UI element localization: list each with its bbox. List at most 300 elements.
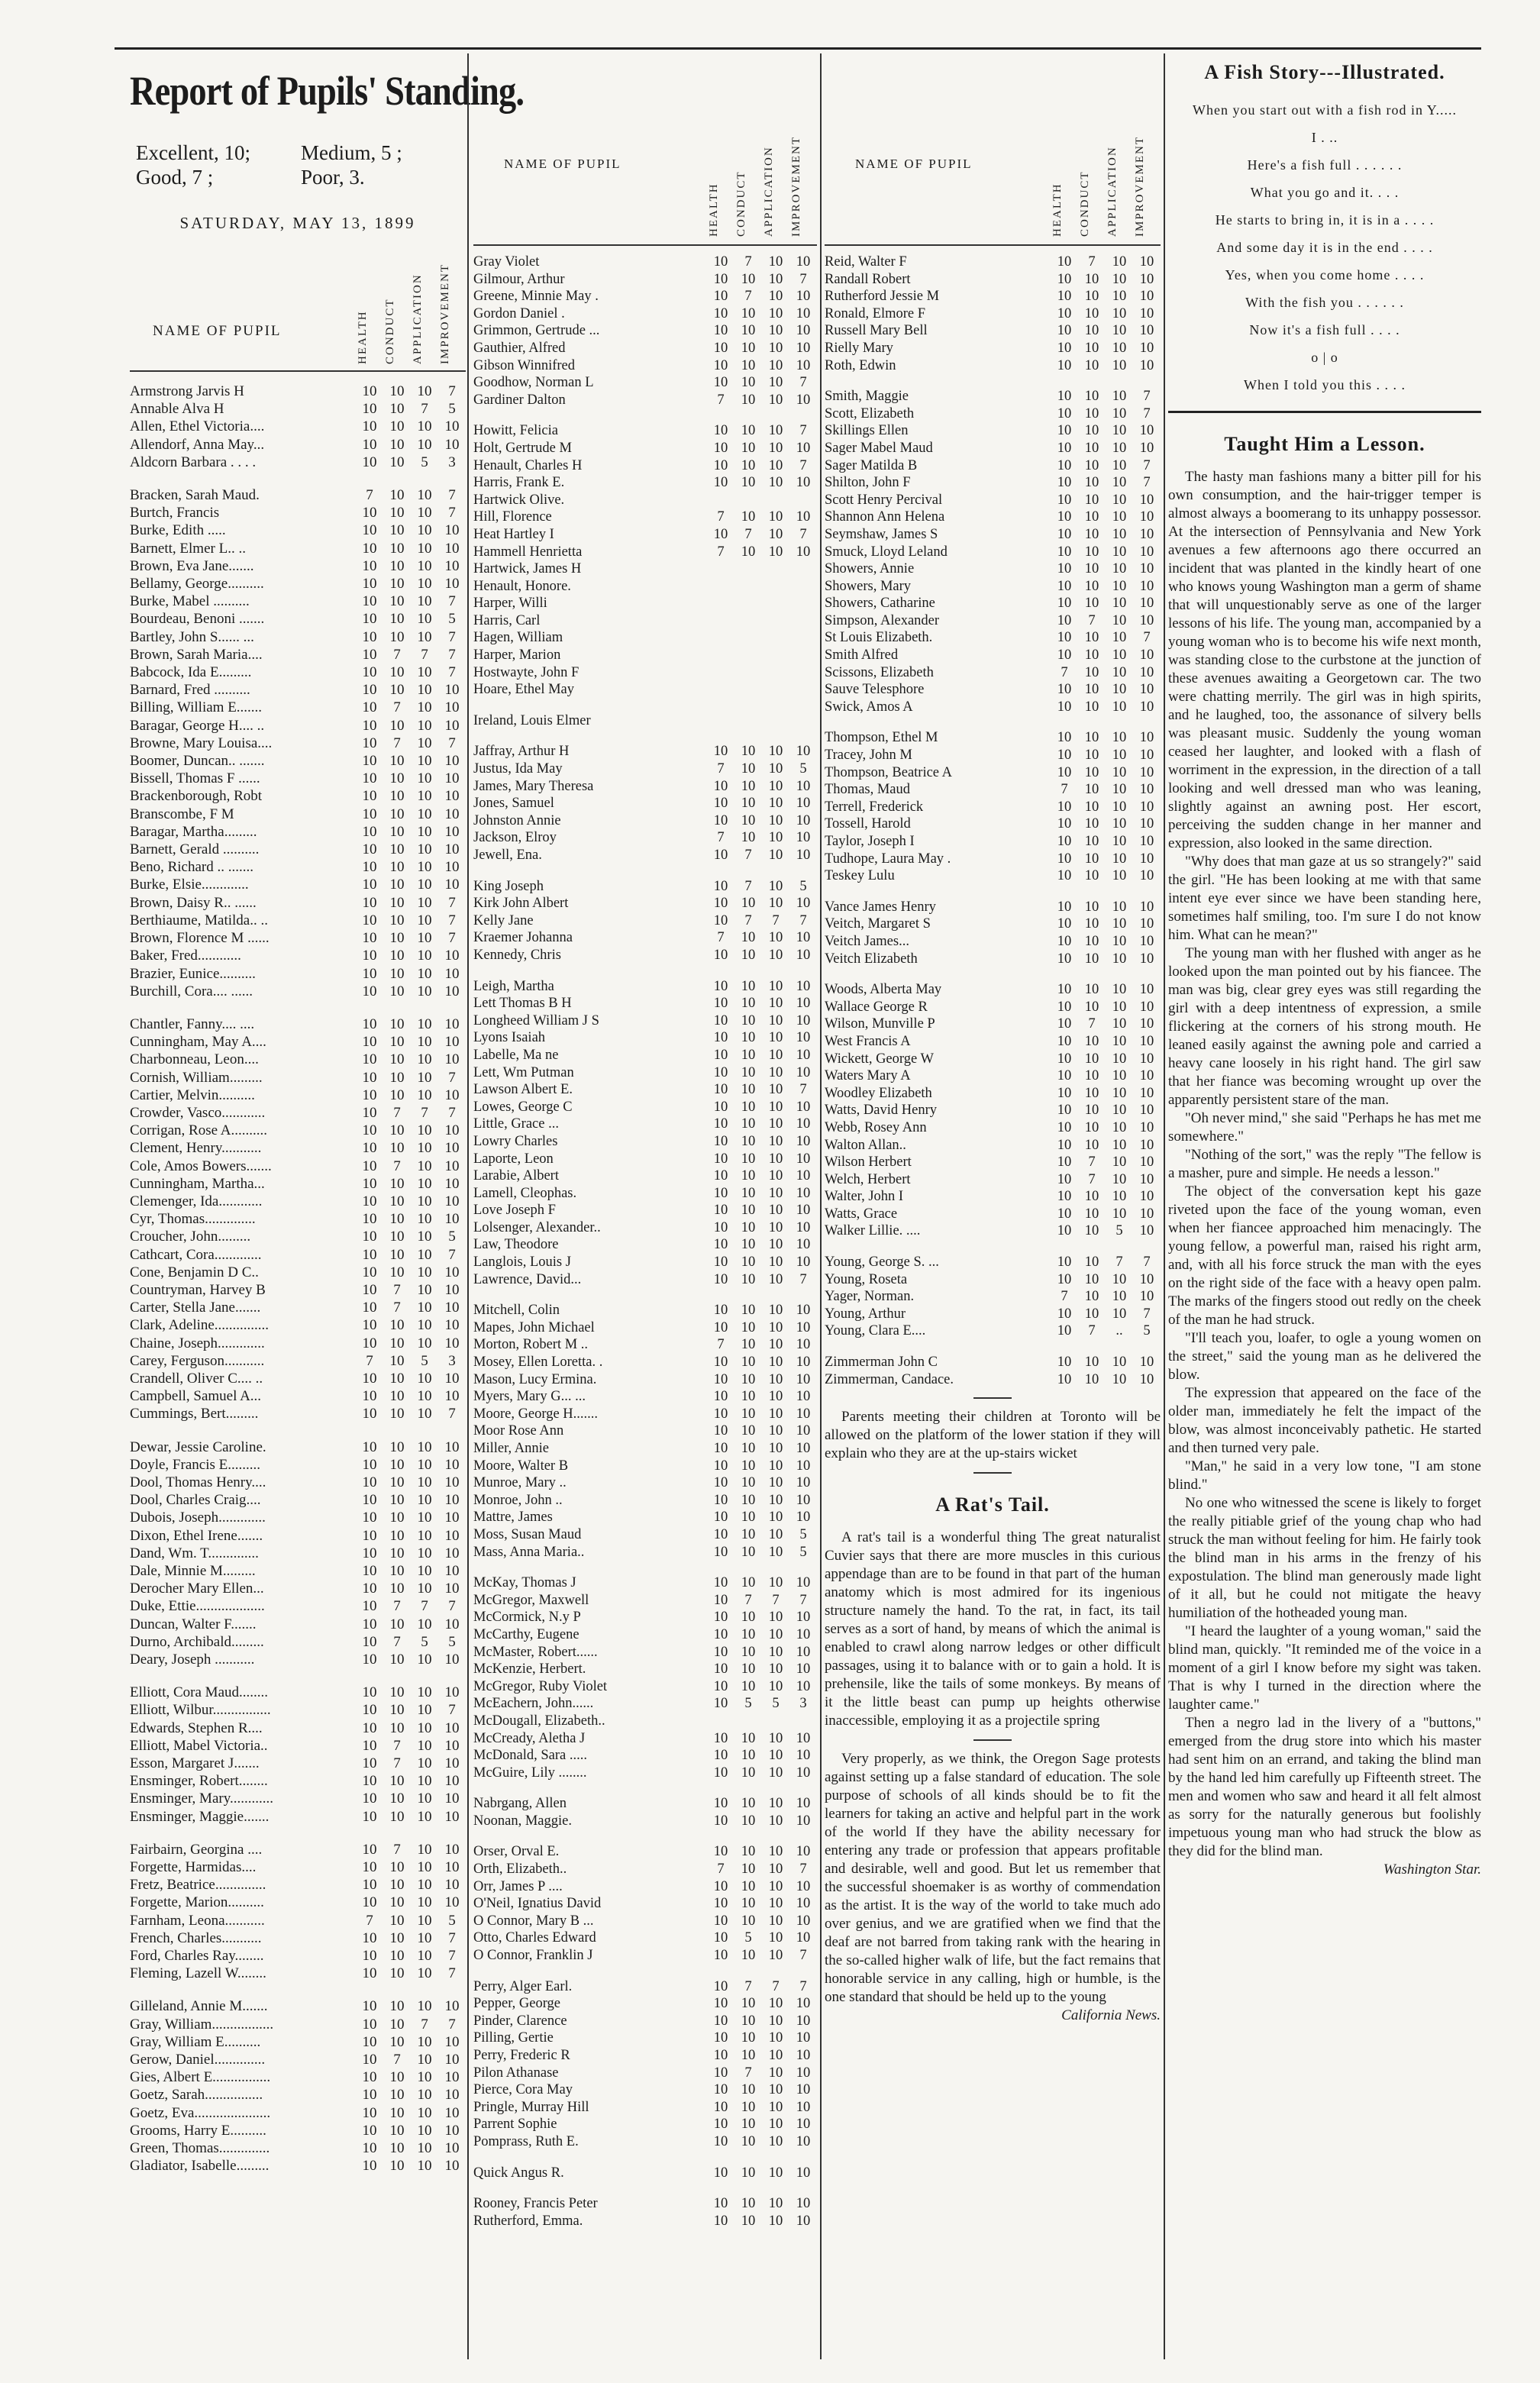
health-score: 10 <box>713 1661 728 1677</box>
grading-key <box>130 118 466 189</box>
health-score: 10 <box>362 436 377 453</box>
conduct-score: 10 <box>1084 699 1099 715</box>
conduct-score: 10 <box>389 1773 405 1790</box>
pupil-name: McEachern, John...... <box>473 1696 594 1712</box>
conduct-score: 10 <box>741 744 756 760</box>
health-score: 10 <box>362 1104 377 1121</box>
header-application: APPLICATION <box>412 273 424 364</box>
improvement-score: 10 <box>444 1998 460 2015</box>
health-score: 10 <box>713 457 728 473</box>
improvement-score <box>789 595 817 612</box>
application-score: 10 <box>1112 951 1127 967</box>
conduct-score: 10 <box>741 1371 756 1387</box>
health-score: 10 <box>362 912 377 928</box>
pupil-name: Mosey, Ellen Loretta. . <box>473 1355 603 1371</box>
application-score: 10 <box>1112 1306 1127 1322</box>
conduct-score: 10 <box>741 1896 756 1912</box>
pupil-name: Pepper, George <box>473 1996 560 2012</box>
application-score: 10 <box>417 1474 432 1490</box>
health-score: 10 <box>1057 405 1072 421</box>
group-gap <box>473 1781 817 1795</box>
pupil-name: Berthiaume, Matilda.. .. <box>130 912 268 928</box>
taught-lesson-paragraph: "Man," he said in a very low tone, "I am stone blind." <box>1168 1458 1481 1493</box>
improvement-score: 10 <box>444 2033 460 2050</box>
conduct-score: 10 <box>389 823 405 840</box>
conduct-score: 10 <box>389 753 405 770</box>
health-score: 10 <box>1057 254 1072 270</box>
conduct-score: 10 <box>741 1355 756 1371</box>
health-score: 10 <box>713 1082 728 1098</box>
health-score: 10 <box>713 2133 728 2149</box>
pupil-name: Pomprass, Ruth E. <box>473 2133 579 2149</box>
improvement-score: 7 <box>448 912 456 928</box>
health-score: 10 <box>362 806 377 822</box>
conduct-score: 10 <box>389 1894 405 1911</box>
conduct-score <box>734 560 762 578</box>
pupil-name: McDonald, Sara ..... <box>473 1748 587 1764</box>
application-score: 10 <box>417 1563 432 1579</box>
table-row <box>130 2016 466 2033</box>
conduct-score: 10 <box>389 2104 405 2121</box>
health-score: 10 <box>1057 933 1072 949</box>
conduct-score: 7 <box>393 1104 401 1121</box>
table-row <box>130 717 466 735</box>
pupil-name: Armstrong Jarvis H <box>130 383 244 399</box>
health-score: 10 <box>1057 816 1072 832</box>
application-score: 10 <box>1112 1033 1127 1049</box>
pupil-name: Gladiator, Isabelle......... <box>130 2158 270 2175</box>
health-score: 10 <box>362 1264 377 1280</box>
pupil-name: Scissons, Elizabeth <box>825 664 934 680</box>
conduct-score: 10 <box>1084 951 1099 967</box>
parents-notice: Parents meeting their children at Toronto will be allowed on the platform of the lower station if they will explain who they are at the up-stairs wicket <box>825 1409 1161 1462</box>
table-row <box>130 1965 466 1982</box>
improvement-score: 10 <box>796 896 811 912</box>
pupil-name: Hoare, Ethel May <box>473 682 575 698</box>
pupil-name: Sauve Telesphore <box>825 682 925 698</box>
rats-tail-paragraph: A rat's tail is a wonderful thing The great naturalist Cuvier says that there are more muscles in this curious appendage than are to be found in that part of the human anatomy which is most admired for its ingenious structure namely the hand. To the rat, in fact, its tail serves as a sort of hand, by means of which the animal is enabled to crawl along narrow ledges or other difficult passages, using it to balance with or to gain a hold. It is prehensile, like the tails of some monkeys. By means of it the little beast can pump up heights otherwise inaccessible, employing it as a projectile spring <box>825 1529 1161 1729</box>
application-score: 10 <box>768 1458 783 1474</box>
application-score: 10 <box>768 1219 783 1235</box>
table-row <box>130 787 466 805</box>
improvement-score: 5 <box>799 1544 807 1560</box>
health-score: 10 <box>713 1930 728 1946</box>
health-score: 10 <box>362 841 377 858</box>
improvement-score: 5 <box>448 401 456 418</box>
table-row <box>130 1545 466 1562</box>
health-score: 10 <box>713 1913 728 1929</box>
health-score: 10 <box>362 1598 377 1615</box>
health-score: 10 <box>362 2087 377 2104</box>
table-row <box>130 540 466 557</box>
table-row <box>825 629 1161 647</box>
table-row <box>473 1878 817 1896</box>
improvement-score: 10 <box>1139 1033 1154 1049</box>
pupil-name: Browne, Mary Louisa.... <box>130 735 273 751</box>
table-row <box>130 1474 466 1491</box>
header-application: APPLICATION <box>1106 146 1119 237</box>
application-score: 10 <box>768 526 783 542</box>
improvement-score: 10 <box>444 2087 460 2104</box>
table-row <box>130 1405 466 1422</box>
health-score: 10 <box>362 1175 377 1192</box>
table-row <box>473 1795 817 1813</box>
health-score: 10 <box>713 1948 728 1964</box>
header-name: NAME OF PUPIL <box>855 157 973 171</box>
conduct-score <box>734 1713 762 1730</box>
divider <box>973 1397 1012 1399</box>
conduct-score: 10 <box>389 1808 405 1825</box>
improvement-score: 10 <box>444 576 460 593</box>
conduct-score: 7 <box>1088 612 1096 628</box>
application-score: 10 <box>417 948 432 964</box>
application-score: 10 <box>1112 289 1127 305</box>
improvement-score: 10 <box>444 753 460 770</box>
improvement-score: 10 <box>1139 868 1154 884</box>
pupil-name: Ronald, Elmore F <box>825 305 926 321</box>
table-row <box>473 305 817 323</box>
health-score: 7 <box>717 544 725 560</box>
health-score: 10 <box>713 1099 728 1115</box>
pupil-name: Zimmerman John C <box>825 1355 938 1371</box>
improvement-score: 10 <box>444 859 460 876</box>
application-score: 10 <box>417 1229 432 1245</box>
conduct-score: 7 <box>744 848 752 863</box>
table-row <box>825 867 1161 885</box>
conduct-score: 7 <box>393 699 401 716</box>
table-row <box>130 1790 466 1807</box>
improvement-score: 10 <box>444 557 460 574</box>
improvement-score: 7 <box>799 1978 807 1994</box>
improvement-score: 10 <box>796 778 811 794</box>
health-score: 10 <box>362 1051 377 1068</box>
pupil-name: Harper, Marion <box>473 647 561 664</box>
health-score: 10 <box>713 1303 728 1319</box>
pupil-name: Brown, Daisy R.. ...... <box>130 894 257 911</box>
table-row <box>130 1841 466 1858</box>
pupil-name: Lawrence, David... <box>473 1271 582 1287</box>
table-row <box>130 418 466 435</box>
application-score: 10 <box>1112 1171 1127 1187</box>
health-score: 10 <box>713 1978 728 1994</box>
table-row <box>473 1544 817 1561</box>
fish-story-line: I . .. <box>1311 130 1338 145</box>
header-health: HEALTH <box>357 310 369 364</box>
pupil-name: Reid, Walter F <box>825 254 907 270</box>
pupil-name: Law, Theodore <box>473 1237 559 1253</box>
conduct-score: 10 <box>1084 1306 1099 1322</box>
table-row <box>825 1016 1161 1033</box>
pupil-name: Lyons Isaiah <box>473 1030 546 1046</box>
application-score: 10 <box>768 1510 783 1526</box>
table-row <box>473 847 817 864</box>
table-row <box>825 747 1161 764</box>
application-score: 10 <box>417 611 432 628</box>
pupil-name: McDougall, Elizabeth.. <box>473 1713 605 1729</box>
health-score: 10 <box>362 2158 377 2175</box>
application-score: 10 <box>768 2065 783 2081</box>
application-score: 10 <box>768 830 783 846</box>
conduct-score: 10 <box>741 812 756 828</box>
improvement-score: 10 <box>444 1545 460 1561</box>
improvement-score: 10 <box>444 682 460 699</box>
table-row <box>130 1193 466 1210</box>
conduct-score: 10 <box>389 1859 405 1876</box>
pupil-name: James, Mary Theresa <box>473 778 594 794</box>
health-score: 10 <box>713 271 728 287</box>
application-score: 10 <box>768 996 783 1012</box>
improvement-score: 10 <box>1139 851 1154 867</box>
application-score: 10 <box>768 1948 783 1964</box>
improvement-score: 10 <box>796 812 811 828</box>
health-score: 10 <box>362 1563 377 1579</box>
conduct-score: 10 <box>1084 1119 1099 1135</box>
application-score: 7 <box>421 646 428 663</box>
group-gap <box>473 729 817 743</box>
table-row <box>473 1012 817 1030</box>
pupil-name: Cone, Benjamin D C.. <box>130 1264 259 1280</box>
pupil-name: Gibson Winnifred <box>473 357 576 373</box>
improvement-score: 10 <box>1139 951 1154 967</box>
table-row <box>825 1222 1161 1240</box>
pupil-name: McCormick, N.y P <box>473 1610 581 1626</box>
application-score: 10 <box>1112 1289 1127 1305</box>
conduct-score: 10 <box>389 2016 405 2033</box>
health-score: 10 <box>1057 561 1072 577</box>
improvement-score: 10 <box>796 830 811 846</box>
table-row <box>825 729 1161 747</box>
conduct-score: 10 <box>389 1246 405 1263</box>
pupil-name: Carey, Ferguson........... <box>130 1352 265 1369</box>
health-score: 10 <box>713 1458 728 1474</box>
conduct-score: 10 <box>741 305 756 321</box>
health-score: 10 <box>1057 682 1072 698</box>
fish-story <box>1168 96 1481 399</box>
improvement-score: 7 <box>799 526 807 542</box>
application-score: 10 <box>417 593 432 610</box>
improvement-score: 7 <box>1143 389 1151 405</box>
divider <box>973 1739 1012 1741</box>
table-row <box>473 1116 817 1133</box>
health-score <box>707 664 734 682</box>
application-score: 10 <box>417 983 432 999</box>
health-score: 10 <box>1057 647 1072 664</box>
conduct-score: 10 <box>741 1510 756 1526</box>
conduct-score: 10 <box>741 1337 756 1353</box>
health-score: 10 <box>713 1203 728 1219</box>
conduct-score: 10 <box>389 2158 405 2175</box>
taught-lesson-paragraph: "I'll teach you, loafer, to ogle a young women on the street," said the young man as he delivered the blow. <box>1168 1330 1481 1383</box>
application-score: 10 <box>768 2196 783 2212</box>
table-row <box>473 778 817 796</box>
conduct-score: 10 <box>741 357 756 373</box>
improvement-score: 10 <box>1139 1068 1154 1084</box>
pupil-name: Randall Robert <box>825 271 911 287</box>
health-score: 10 <box>362 383 377 399</box>
table-row <box>130 929 466 947</box>
application-score: 10 <box>417 1300 432 1316</box>
pupil-name: Zimmerman, Candace. <box>825 1371 954 1387</box>
conduct-score: 10 <box>389 717 405 734</box>
improvement-score: 7 <box>1143 457 1151 473</box>
conduct-score: 10 <box>389 1439 405 1455</box>
improvement-score: 10 <box>1139 423 1154 439</box>
group-gap <box>130 1982 466 1997</box>
conduct-score: 10 <box>389 1474 405 1490</box>
pupil-name: Wilson, Munville P <box>825 1016 935 1032</box>
improvement-score <box>789 629 817 647</box>
improvement-score: 10 <box>444 1051 460 1068</box>
application-score: 10 <box>1112 1119 1127 1135</box>
application-score <box>762 1713 789 1730</box>
health-score: 10 <box>362 1894 377 1911</box>
improvement-score: 10 <box>444 1737 460 1754</box>
application-score: 10 <box>1112 899 1127 915</box>
conduct-score: 10 <box>1084 834 1099 849</box>
pupil-name: O Connor, Franklin J <box>473 1948 593 1964</box>
application-score: 10 <box>417 2158 432 2175</box>
application-score: 10 <box>417 1912 432 1929</box>
table-row <box>473 1271 817 1289</box>
pupil-name: Orth, Elizabeth.. <box>473 1862 567 1878</box>
health-score: 10 <box>362 1929 377 1946</box>
application-score: 10 <box>768 1730 783 1746</box>
table-row <box>130 1876 466 1894</box>
table-row <box>130 823 466 841</box>
pupil-name: Deary, Joseph ........... <box>130 1652 255 1668</box>
pupil-name: Countryman, Harvey B <box>130 1281 266 1298</box>
table-row <box>825 474 1161 492</box>
health-score: 10 <box>713 878 728 894</box>
improvement-score: 10 <box>796 1116 811 1132</box>
improvement-score: 10 <box>796 1012 811 1028</box>
health-score: 10 <box>713 1423 728 1439</box>
application-score: .. <box>1115 1323 1123 1339</box>
taught-lesson-paragraph: "Oh never mind," she said "Perhaps he has met me somewhere." <box>1168 1110 1481 1145</box>
group-gap <box>473 1829 817 1843</box>
health-score: 10 <box>362 1388 377 1405</box>
health-score: 7 <box>717 392 725 408</box>
table-row <box>473 1151 817 1168</box>
table-row <box>473 1509 817 1526</box>
table-row <box>130 1175 466 1193</box>
pupil-name: Henault, Honore. <box>473 578 571 594</box>
application-score: 10 <box>768 544 783 560</box>
fish-story-line: He starts to bring in, it is in a . . . . <box>1215 212 1435 228</box>
group-gap <box>130 1826 466 1841</box>
table-row <box>825 526 1161 544</box>
application-score: 10 <box>417 1175 432 1192</box>
improvement-score: 10 <box>796 1389 811 1405</box>
pupil-name: McMaster, Robert...... <box>473 1644 598 1660</box>
application-score: 10 <box>417 930 432 947</box>
table-row <box>825 544 1161 561</box>
application-score: 10 <box>768 1099 783 1115</box>
health-score: 10 <box>713 1575 728 1591</box>
application-score: 10 <box>417 2140 432 2157</box>
improvement-score: 10 <box>796 1748 811 1764</box>
conduct-score: 10 <box>741 1406 756 1422</box>
application-score: 10 <box>768 271 783 287</box>
health-score: 10 <box>713 1544 728 1560</box>
table-row <box>825 1033 1161 1051</box>
header-improvement: IMPROVEMENT <box>439 263 451 364</box>
improvement-score: 10 <box>1139 1085 1154 1101</box>
application-score: 10 <box>1112 1355 1127 1371</box>
application-score: 10 <box>1112 612 1127 628</box>
table-row <box>473 760 817 778</box>
pupil-name: Pinder, Clarence <box>473 2013 567 2029</box>
conduct-score: 10 <box>741 1610 756 1626</box>
conduct-score: 10 <box>741 1389 756 1405</box>
conduct-score: 10 <box>741 1423 756 1439</box>
pupil-name: Dewar, Jessie Caroline. <box>130 1439 266 1455</box>
improvement-score: 10 <box>444 2158 460 2175</box>
table-row <box>130 735 466 752</box>
application-score: 10 <box>417 1051 432 1068</box>
improvement-score: 10 <box>796 1185 811 1201</box>
pupil-name: O'Neil, Ignatius David <box>473 1896 602 1912</box>
table-row <box>130 2104 466 2122</box>
conduct-score: 10 <box>389 1051 405 1068</box>
table-row <box>473 2081 817 2099</box>
improvement-score: 10 <box>796 1458 811 1474</box>
health-score: 10 <box>713 1237 728 1253</box>
health-score: 10 <box>362 1755 377 1772</box>
pupil-name: Rutherford, Emma. <box>473 2213 583 2229</box>
table-row <box>473 322 817 340</box>
table-row <box>130 1033 466 1051</box>
health-score: 7 <box>366 1912 373 1929</box>
health-score: 7 <box>366 1352 373 1369</box>
pupil-name: Gray Violet <box>473 254 540 270</box>
grade-poor: Poor, 3. <box>301 166 365 189</box>
application-score: 5 <box>421 1352 428 1369</box>
conduct-score: 10 <box>389 1948 405 1965</box>
health-score: 10 <box>1057 951 1072 967</box>
table-row <box>473 795 817 812</box>
improvement-score: 10 <box>444 522 460 539</box>
conduct-score: 10 <box>1084 440 1099 456</box>
application-score: 10 <box>417 383 432 399</box>
health-score: 10 <box>713 1254 728 1271</box>
pupil-name: Lett, Wm Putman <box>473 1064 574 1080</box>
conduct-score: 7 <box>744 2065 752 2081</box>
conduct-score: 7 <box>744 289 752 305</box>
table-row <box>473 1626 817 1644</box>
health-score: 10 <box>362 401 377 418</box>
fish-story-line: What you go and it. . . . <box>1250 185 1400 200</box>
health-score: 10 <box>713 289 728 305</box>
table-row <box>473 895 817 912</box>
application-score: 10 <box>417 1510 432 1526</box>
pupil-name: Campbell, Samuel A... <box>130 1388 262 1405</box>
health-score: 10 <box>362 1335 377 1351</box>
health-score: 10 <box>362 948 377 964</box>
improvement-score: 10 <box>444 1808 460 1825</box>
conduct-score: 10 <box>1084 1051 1099 1067</box>
table-header <box>130 256 466 372</box>
conduct-score: 10 <box>389 522 405 539</box>
table-row <box>473 526 817 544</box>
pupil-name: Veitch James... <box>825 933 909 949</box>
conduct-score: 10 <box>1084 457 1099 473</box>
improvement-score: 10 <box>1139 1289 1154 1305</box>
application-score: 10 <box>1112 492 1127 508</box>
pupil-name: Moss, Susan Maud <box>473 1526 582 1542</box>
improvement-score: 10 <box>444 1652 460 1668</box>
pupil-name: Jones, Samuel <box>473 796 554 812</box>
